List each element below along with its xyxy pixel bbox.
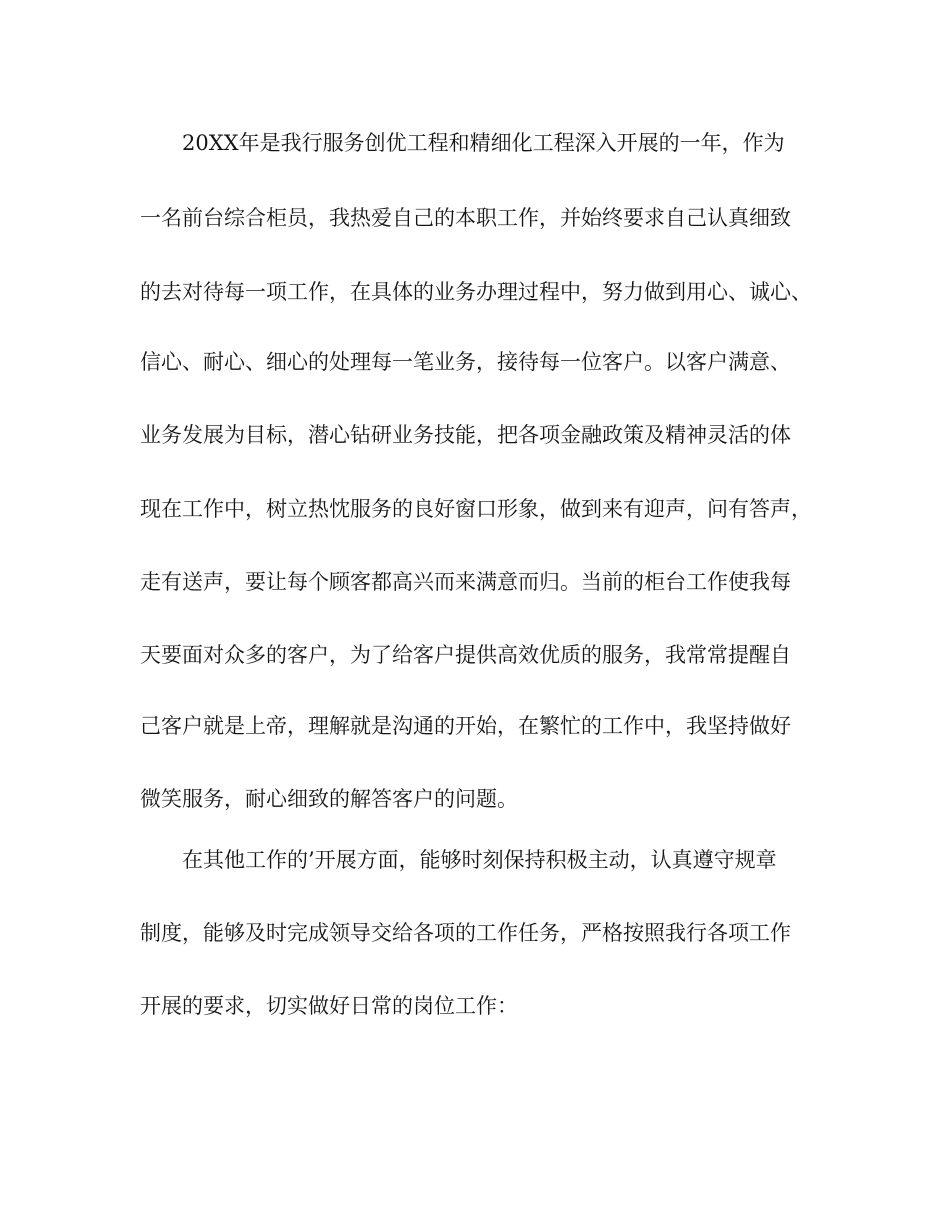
paragraph-2-line-2: 制度，能够及时完成领导交给各项的工作任务，严格按照我行各项工作 [140, 921, 791, 945]
paragraph-1-line-1: 20XX年是我行服务创优工程和精细化工程深入开展的一年，作为 [182, 131, 785, 155]
paragraph-2-line-3: 开展的要求，切实做好日常的岗位工作： [140, 994, 518, 1018]
paragraph-1-line-2: 一名前台综合柜员，我热爱自己的本职工作，并始终要求自己认真细致 [140, 206, 791, 230]
paragraph-1-line-4: 信心、耐心、细心的处理每一笔业务，接待每一位客户。以客户满意、 [140, 350, 791, 374]
paragraph-1-line-6: 现在工作中，树立热忱服务的良好窗口形象，做到来有迎声，问有答声， [140, 497, 812, 521]
paragraph-1-line-10: 微笑服务，耐心细致的解答客户的问题。 [140, 787, 518, 811]
paragraph-1-line-5: 业务发展为目标，潜心钻研业务技能，把各项金融政策及精神灵活的体 [140, 423, 791, 447]
paragraph-1-line-3: 的去对待每一项工作，在具体的业务办理过程中，努力做到用心、诚心、 [140, 280, 812, 304]
paragraph-1-line-9: 己客户就是上帝，理解就是沟通的开始，在繁忙的工作中，我坚持做好 [140, 714, 791, 738]
paragraph-2-line-1: 在其他工作的’开展方面，能够时刻保持积极主动，认真遵守规章 [182, 848, 777, 872]
paragraph-1-line-8: 天要面对众多的客户，为了给客户提供高效优质的服务，我常常提醒自 [140, 643, 791, 667]
paragraph-1-line-7: 走有送声，要让每个顾客都高兴而来满意而归。当前的柜台工作使我每 [140, 570, 791, 594]
